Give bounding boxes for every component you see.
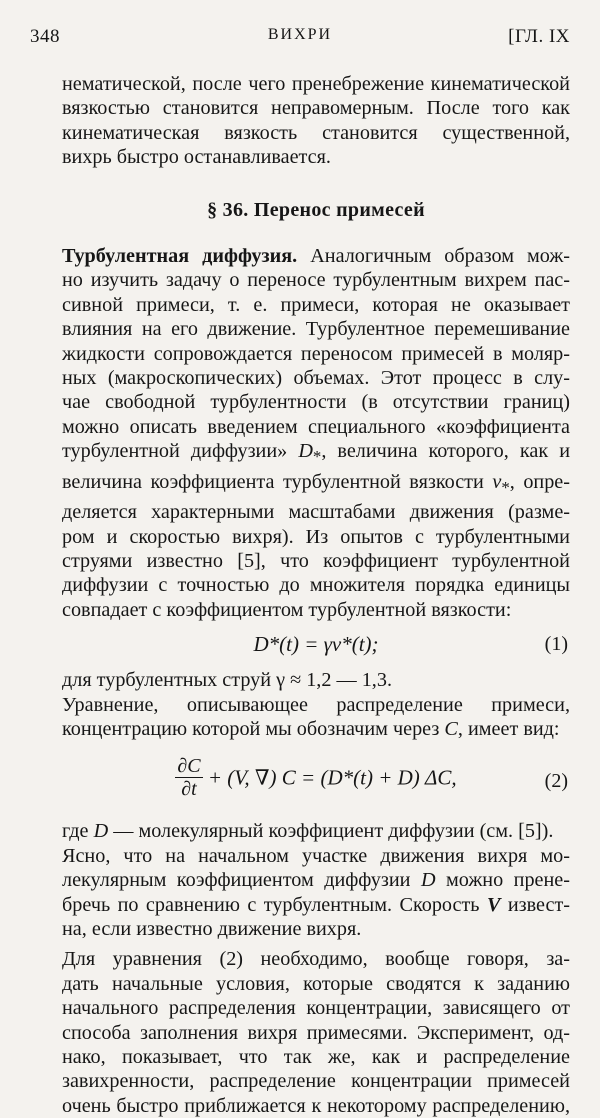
symbol-D: D <box>420 869 436 892</box>
paragraph-lead: Турбулентная диффузия. <box>62 245 298 268</box>
text-line: вихрь быстро останавливается. <box>62 146 331 169</box>
text-line: нематической, после чего пренебрежение кинематической <box>62 73 570 95</box>
equation-number: (1) <box>544 633 568 656</box>
running-title: ВИХРИ <box>267 26 333 43</box>
text-fragment: турбулентной диффузии» <box>62 440 299 463</box>
section-heading: § 36. Перенос примесей <box>207 198 425 221</box>
text-line <box>62 893 570 917</box>
text-line: сивной примеси, т. е. примеси, которая не оказывает <box>62 293 570 316</box>
text-fragment: можно прене- <box>435 869 570 892</box>
running-head <box>30 26 570 56</box>
text-line: деляется характерными масштабами движения (разме- <box>62 501 570 524</box>
text-line: жидкости сопровождается переносом примесей в моляр- <box>62 342 570 365</box>
text-line: вязкостью становится неправомерным. После того как <box>62 97 570 120</box>
fraction-numerator: ∂C <box>177 755 201 778</box>
paragraph-turbulent-diffusion <box>62 244 570 622</box>
text-after-eq1 <box>62 668 570 692</box>
text-line: Ясно, что на начальном участке движения вихря мо- <box>62 844 570 867</box>
text-fragment: величина коэффициента турбулентной вязкости <box>62 470 493 493</box>
text-line: чае свободной турбулентности (в отсутствии границ) <box>62 391 570 414</box>
fraction-denominator: ∂t <box>181 778 197 801</box>
text-line <box>62 244 570 268</box>
text-line: нако, показывает, что так же, как и распределение <box>62 1046 570 1069</box>
text-line <box>62 868 570 892</box>
text-line: Уравнение, описывающее распределение примеси, <box>62 693 570 716</box>
text-line: но изучить задачу о переносе турбулентным вихрем пас- <box>62 269 570 292</box>
text-fragment: лекулярным коэффициентом диффузии <box>62 869 421 892</box>
text-line: совпадает с коэффициентом турбулентной вязкости: <box>62 598 512 621</box>
equation-rest: + (V, ∇) C = (D*(t) + D) ΔC, <box>207 765 457 790</box>
equation-expression <box>62 755 570 800</box>
equation-expression: D*(t) = γν*(t); <box>253 632 379 657</box>
text-after-eq2 <box>62 819 570 843</box>
paragraph-initial-conditions <box>62 947 570 1118</box>
text-line: на, если известно движение вихря. <box>62 918 362 941</box>
text-line: диффузии с точностью до множителя порядка единицы <box>62 574 570 597</box>
text-fragment: концентрацию которой мы обозначим через <box>62 718 445 740</box>
text-line: для турбулентных струй γ ≈ 1,2 — 1,3. <box>62 669 392 692</box>
text-line: кинематическая вязкость становится существенной, <box>62 121 570 144</box>
intro-paragraph <box>62 72 570 170</box>
subscript: * <box>501 477 510 497</box>
symbol-C: C <box>444 718 458 740</box>
text-line: струями известно [5], что коэффициент турбулентной <box>62 549 570 572</box>
partial-fraction <box>175 755 202 800</box>
text-fragment: , опре- <box>509 470 570 493</box>
text-line: влияния на его движение. Турбулентное перемешивание <box>62 318 570 341</box>
text-fragment: , величина которого, как и <box>321 440 570 463</box>
text-line <box>62 470 570 500</box>
text-line: завихренности, распределение концентрации примесей <box>62 1070 570 1093</box>
symbol-V: V <box>486 893 501 916</box>
text-line: ных (макроскопических) объемах. Этот процесс в слу- <box>62 367 570 390</box>
text-fragment: Аналогичным образом мож- <box>297 245 570 268</box>
text-line <box>62 439 570 469</box>
text-fragment: — молекулярный коэффициент диффузии (см. [5]). <box>108 820 554 843</box>
subscript: * <box>312 447 322 467</box>
paragraph-initial-stage <box>62 844 570 942</box>
page-number: 348 <box>30 26 60 47</box>
text-line: ром и скоростью вихря). Из опытов с турбулентными <box>62 525 570 548</box>
text-line: можно описать введением специального «коэффициента <box>62 415 570 438</box>
text-line: дать начальные условия, которые сводятся к заданию <box>62 972 570 995</box>
symbol-D: D <box>298 440 313 463</box>
text-line: начального распределения концентрации, зависящего от <box>62 997 570 1020</box>
text-fragment: где <box>62 820 94 843</box>
chapter-label: [ГЛ. IX <box>508 26 570 47</box>
symbol-nu: ν <box>492 470 502 493</box>
symbol-D: D <box>93 820 109 843</box>
text-fragment: бречь по сравнению с турбулентным. Скорость <box>62 893 487 916</box>
equation-number: (2) <box>544 770 568 793</box>
equation-1 <box>62 626 570 666</box>
text-line <box>62 717 570 741</box>
text-fragment: , имеет вид: <box>457 718 560 740</box>
text-fragment: извест- <box>500 893 570 916</box>
page-body <box>62 72 570 1118</box>
paragraph-equation-intro <box>62 693 570 742</box>
equation-2 <box>62 751 570 813</box>
text-line: способа заполнения вихря примесями. Эксперимент, од- <box>62 1021 570 1044</box>
text-line: Для уравнения (2) необходимо, вообще говоря, за- <box>62 948 570 971</box>
text-line <box>62 819 570 843</box>
text-line: очень быстро приближается к некоторому распределению, <box>62 1094 570 1117</box>
